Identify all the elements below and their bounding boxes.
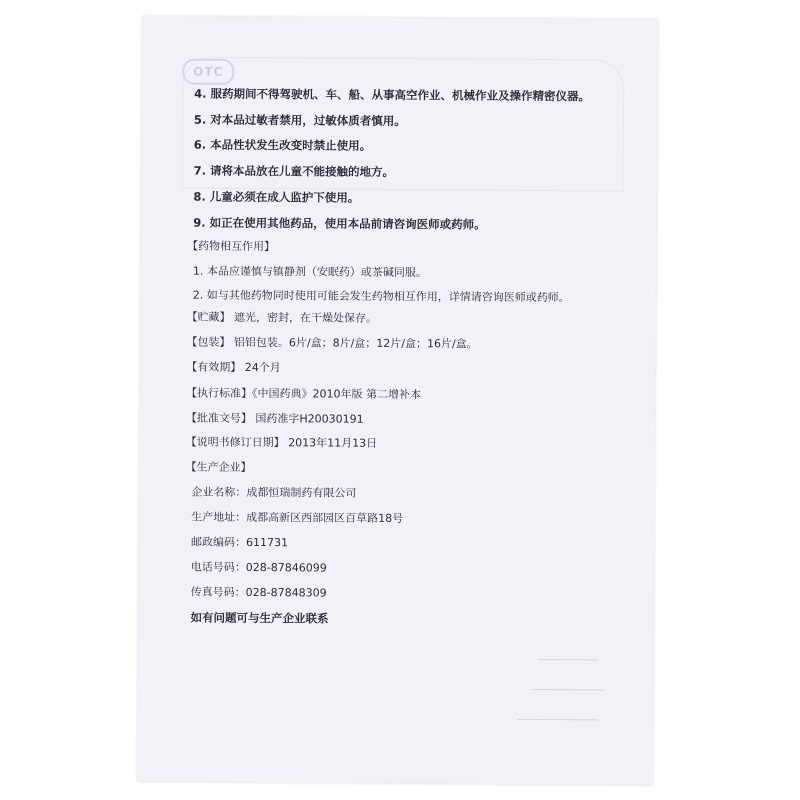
interaction-item-1: 1. 本品应谨慎与镇静剂（安眠药）或茶碱同服。 [192, 264, 427, 280]
phone-label: 电话号码： [190, 560, 246, 574]
standard-label: 【执行标准】 [186, 386, 253, 400]
precaution-item-8: 8. 儿童必须在成人监护下使用。 [193, 189, 360, 205]
address-label: 生产地址： [191, 510, 247, 524]
approval-label: 【批准文号】 [185, 411, 252, 425]
storage-value: 遮光，密封，在干燥处保存。 [234, 310, 378, 325]
precaution-item-7: 7. 请将本品放在儿童不能接触的地方。 [193, 163, 395, 179]
revision-value: 2013年11月13日 [288, 436, 378, 450]
package-row [186, 336, 477, 352]
contact-note: 如有问题可与生产企业联系 [190, 610, 329, 626]
approval-row [186, 412, 364, 427]
standard-row [186, 387, 421, 403]
bleed-through-mark [518, 719, 598, 721]
interaction-header: 【药物相互作用】 [187, 239, 276, 254]
address-row [191, 511, 403, 526]
manufacturer-header: 【生产企业】 [185, 460, 252, 474]
postcode-value: 611731 [245, 535, 289, 550]
bleed-through-mark [533, 689, 603, 690]
precaution-item-9: 9. 如正在使用其他药品，使用本品前请咨询医师或药师。 [193, 215, 486, 232]
interaction-item-2: 2. 如与其他药物同时使用可能会发生药物相互作用，详情请咨询医师或药师。 [192, 288, 570, 305]
bleed-through-mark [538, 659, 598, 660]
phone-value: 028-87846099 [245, 560, 327, 575]
storage-label: 【贮藏】 [186, 310, 231, 324]
precaution-item-5: 5. 对本品过敏者禁用，过敏体质者慎用。 [193, 112, 406, 129]
revision-row [186, 436, 378, 451]
address-value: 成都高新区西部园区百草路18号 [246, 510, 404, 526]
postcode-label: 邮政编码： [190, 535, 247, 549]
storage-row [187, 311, 378, 326]
precaution-item-6: 6. 本品性状发生改变时禁止使用。 [193, 137, 372, 153]
approval-value: 国药准字H20030191 [255, 412, 364, 426]
company-name-value: 成都恒瑞制药有限公司 [246, 485, 357, 500]
validity-row [186, 361, 281, 376]
standard-value: 《中国药典》2010年版 第二增补本 [252, 386, 422, 402]
package-label: 【包装】 [186, 335, 231, 349]
revision-label: 【说明书修订日期】 [185, 435, 285, 450]
otc-logo: OTC [182, 58, 234, 84]
fax-row [191, 586, 327, 601]
postcode-row [191, 536, 288, 551]
validity-label: 【有效期】 [186, 360, 242, 374]
company-name-row [191, 486, 356, 501]
precaution-item-4: 4. 服药期间不得驾驶机、车、船、从事高空作业、机械作业及操作精密仪器。 [194, 86, 591, 104]
leaflet-page [137, 16, 657, 785]
phone-row [191, 561, 327, 576]
package-value: 铝铝包装。6片/盒；8片/盒；12片/盒；16片/盒。 [233, 335, 478, 351]
validity-value: 24个月 [244, 360, 281, 375]
fax-value: 028-87848309 [245, 585, 327, 600]
fax-label: 传真号码： [190, 585, 246, 599]
company-name-label: 企业名称： [191, 485, 247, 499]
